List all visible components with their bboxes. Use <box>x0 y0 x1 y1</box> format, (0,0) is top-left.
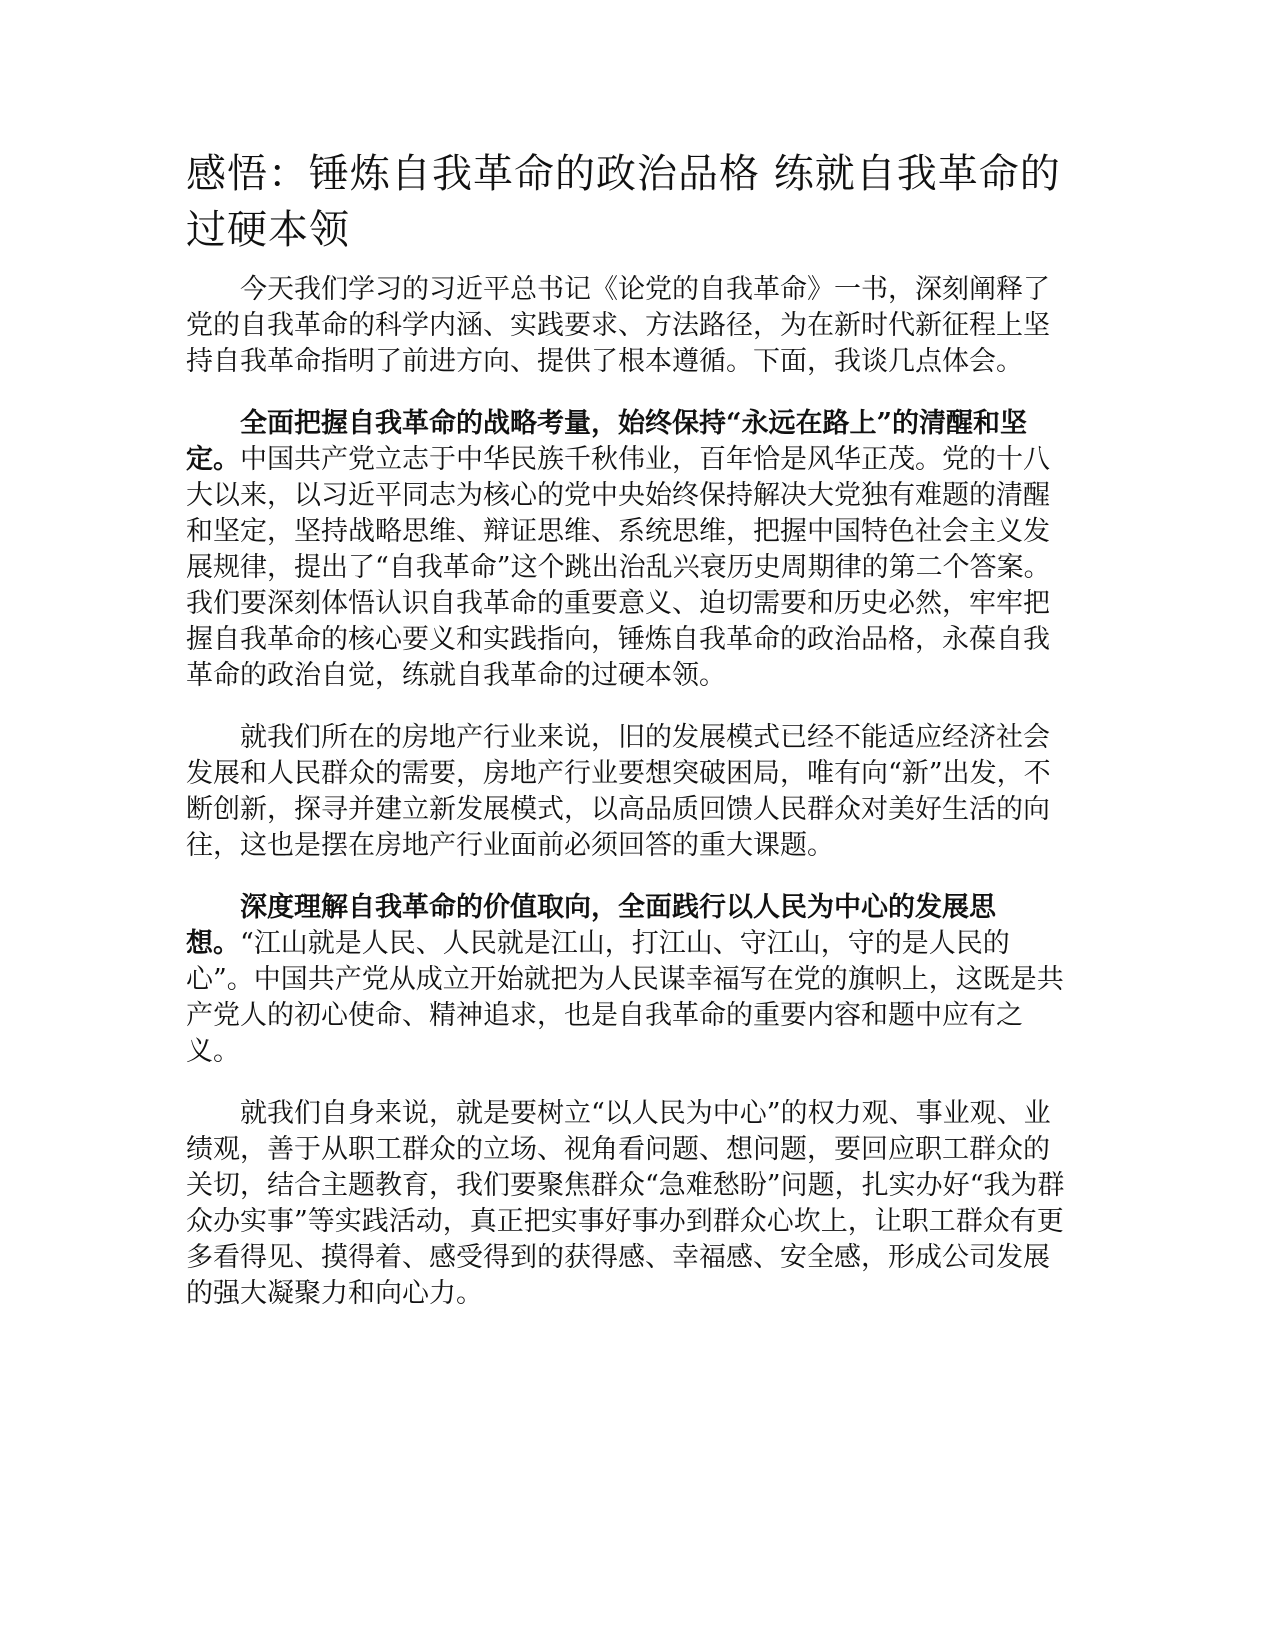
paragraph-real-estate <box>186 720 1066 864</box>
paragraph-text: 中国共产党立志于中华民族千秋伟业，百年恰是风华正茂。党的十八大以来，以习近平同志为核心的党中央始终保持解决大党独有难题的清醒和坚定，坚持战略思维、辩证思维、系统思维，把握中国特色社会主义发展规律，提出了“自我革命”这个跳出治乱兴衰历史周期律的第二个答案。我们要深刻体悟认识自我革命的重要意义、迫切需要和历史必然，牢牢把握自我革命的核心要义和实践指向，锤炼自我革命的政治品格，永葆自我革命的政治自觉，练就自我革命的过硬本领。 <box>186 444 1051 691</box>
paragraph-text: 就我们所在的房地产行业来说，旧的发展模式已经不能适应经济社会发展和人民群众的需要，房地产行业要想突破困局，唯有向“新”出发，不断创新，探寻并建立新发展模式，以高品质回馈人民群众对美好生活的向往，这也是摆在房地产行业面前必须回答的重大课题。 <box>186 722 1051 861</box>
paragraph-lead: 深度理解自我革命的价值取向，全面践行以人民为中心的发展思想。 <box>186 892 996 959</box>
paragraph-people-centered <box>186 890 1066 1070</box>
paragraph-strategy <box>186 406 1066 694</box>
document-title: 感悟：锤炼自我革命的政治品格 练就自我革命的过硬本领 <box>186 151 1061 253</box>
paragraph-text: 就我们自身来说，就是要树立“以人民为中心”的权力观、事业观、业绩观，善于从职工群众的立场、视角看问题、想问题，要回应职工群众的关切，结合主题教育，我们要聚焦群众“急难愁盼”问题，扎实办好“我为群众办实事”等实践活动，真正把实事好事办到群众心坎上，让职工群众有更多看得见、摸得着、感受得到的获得感、幸福感、安全感，形成公司发展的强大凝聚力和向心力。 <box>186 1098 1065 1309</box>
paragraph-intro <box>186 272 1066 380</box>
paragraph-practice <box>186 1096 1066 1312</box>
paragraph-text: 今天我们学习的习近平总书记《论党的自我革命》一书，深刻阐释了党的自我革命的科学内涵、实践要求、方法路径，为在新时代新征程上坚持自我革命指明了前进方向、提供了根本遵循。下面，我谈几点体会。 <box>186 274 1050 377</box>
paragraph-text: “江山就是人民、人民就是江山，打江山、守江山，守的是人民的心”。中国共产党从成立开始就把为人民谋幸福写在党的旗帜上，这既是共产党人的初心使命、精神追求，也是自我革命的重要内容和题中应有之义。 <box>186 928 1064 1067</box>
document-body <box>186 272 1066 1338</box>
paragraph-lead: 全面把握自我革命的战略考量，始终保持“永远在路上”的清醒和坚定。 <box>186 408 1028 475</box>
